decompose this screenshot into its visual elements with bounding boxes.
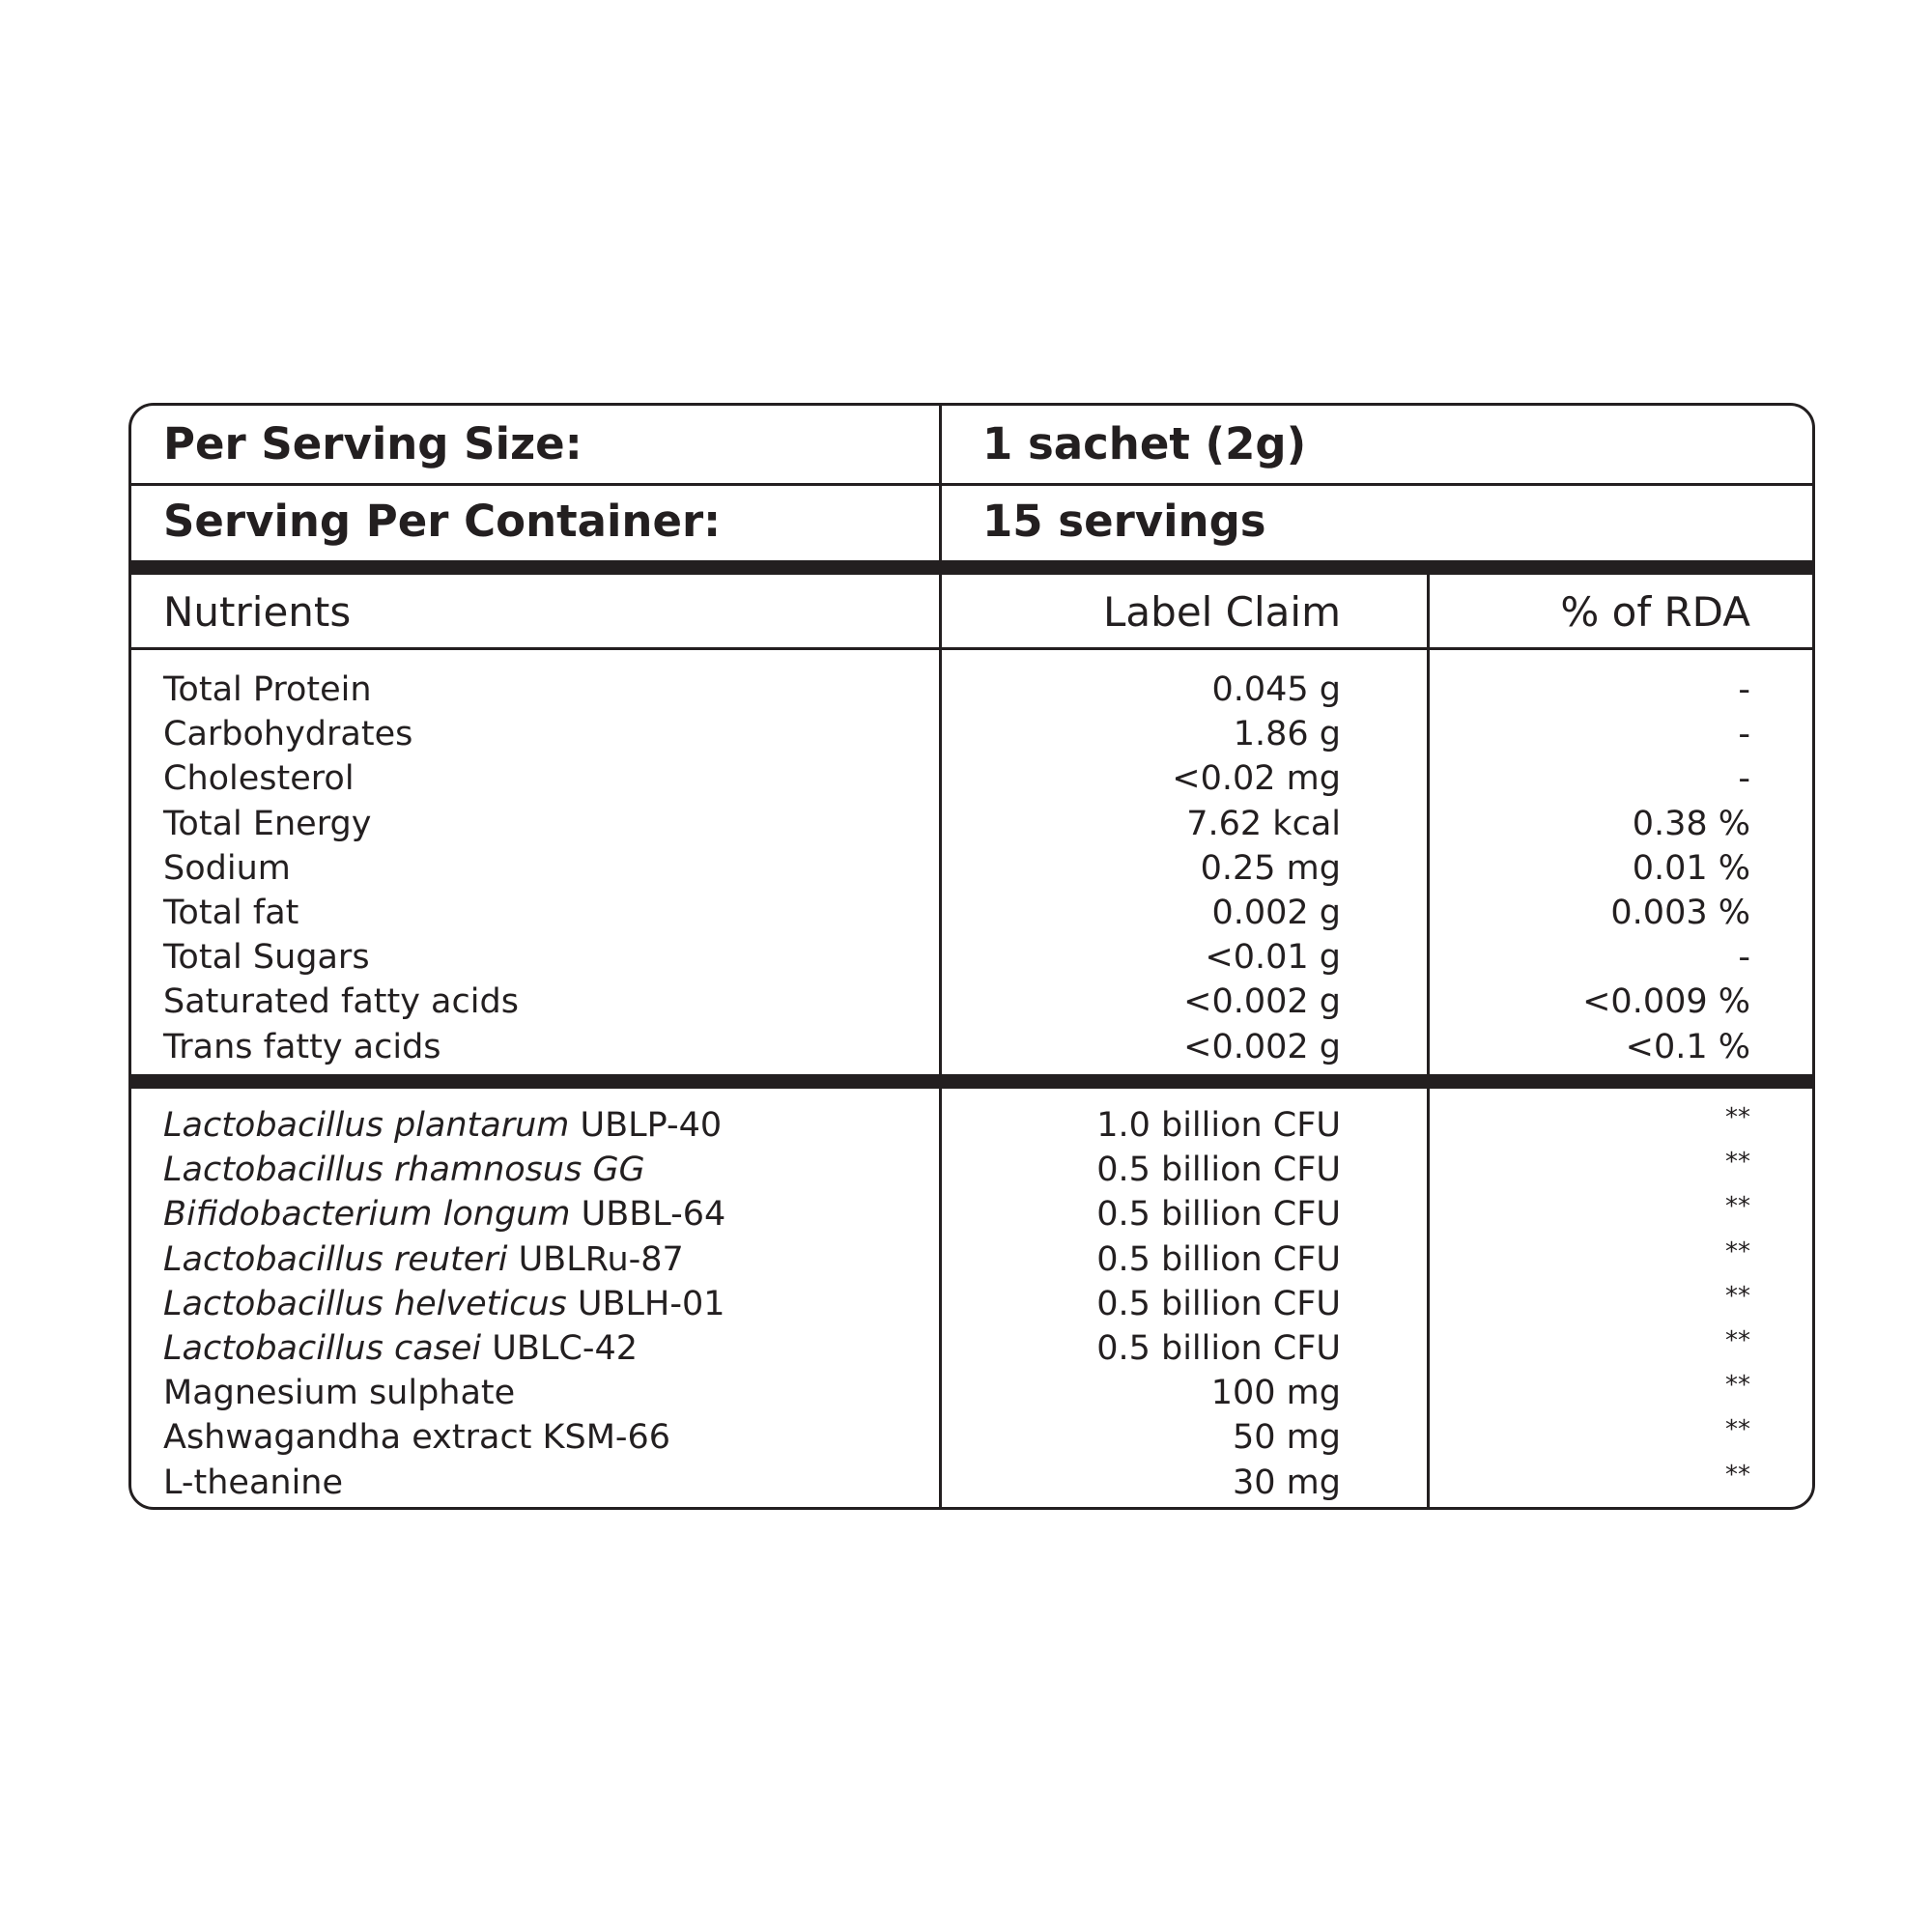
- ingredient-rda: **: [1725, 1326, 1750, 1355]
- ingredient-strain: Magnesium sulphate: [163, 1374, 516, 1412]
- column-header-rda: % of RDA: [1560, 588, 1750, 636]
- ingredient-strain: UBLRu-87: [507, 1240, 684, 1279]
- ingredient-species: Lactobacillus helveticus: [163, 1285, 567, 1323]
- nutrient-rda: -: [1738, 715, 1750, 753]
- nutrient-rda: 0.38 %: [1632, 805, 1750, 843]
- ingredient-strain: L-theanine: [163, 1463, 344, 1502]
- nutrient-label-claim: 7.62 kcal: [1186, 805, 1341, 843]
- ingredient-label-claim: 0.5 billion CFU: [1096, 1329, 1341, 1368]
- servings-per-container-label: Serving Per Container:: [163, 496, 722, 547]
- ingredient-label-claim: 100 mg: [1210, 1374, 1341, 1412]
- ingredient-name: [163, 1374, 516, 1412]
- divider: [131, 647, 1812, 650]
- ingredient-label-claim: 30 mg: [1233, 1463, 1341, 1502]
- nutrient-rda: <0.009 %: [1582, 982, 1750, 1021]
- column-header-nutrients: Nutrients: [163, 588, 352, 636]
- ingredient-label-claim: 0.5 billion CFU: [1096, 1240, 1341, 1279]
- column-divider: [939, 406, 942, 1507]
- ingredient-strain: UBLH-01: [566, 1285, 725, 1323]
- ingredient-strain: UBLC-42: [481, 1329, 638, 1368]
- ingredient-name: [163, 1329, 638, 1368]
- nutrient-rda: <0.1 %: [1625, 1028, 1750, 1066]
- serving-size-value: 1 sachet (2g): [982, 418, 1307, 469]
- supplement-facts-table: [128, 403, 1815, 1510]
- ingredient-label-claim: 0.5 billion CFU: [1096, 1151, 1341, 1189]
- nutrient-rda: 0.01 %: [1632, 849, 1750, 888]
- nutrient-name: Trans fatty acids: [163, 1028, 441, 1066]
- ingredient-label-claim: 0.5 billion CFU: [1096, 1285, 1341, 1323]
- ingredient-strain: UBLP-40: [569, 1106, 723, 1145]
- ingredient-name: [163, 1106, 723, 1145]
- thick-divider: [131, 560, 1812, 575]
- nutrient-rda: -: [1738, 670, 1750, 709]
- nutrient-label-claim: 1.86 g: [1233, 715, 1341, 753]
- ingredient-rda: **: [1725, 1282, 1750, 1311]
- ingredient-name: [163, 1153, 645, 1187]
- nutrient-rda: 0.003 %: [1610, 894, 1750, 932]
- ingredient-rda: **: [1725, 1371, 1750, 1400]
- nutrient-label-claim: <0.002 g: [1183, 982, 1341, 1021]
- column-header-label-claim: Label Claim: [1103, 588, 1341, 636]
- ingredient-label-claim: 50 mg: [1233, 1418, 1341, 1457]
- ingredient-species: Lactobacillus reuteri: [163, 1240, 508, 1279]
- ingredient-label-claim: 1.0 billion CFU: [1096, 1106, 1341, 1145]
- nutrient-name: Sodium: [163, 849, 291, 888]
- nutrient-label-claim: <0.002 g: [1183, 1028, 1341, 1066]
- ingredient-name: [163, 1418, 671, 1457]
- ingredient-label-claim: 0.5 billion CFU: [1096, 1195, 1341, 1234]
- servings-per-container-value: 15 servings: [982, 496, 1266, 547]
- ingredient-rda: **: [1725, 1415, 1750, 1444]
- ingredient-name: [163, 1285, 725, 1323]
- nutrient-label-claim: <0.02 mg: [1172, 759, 1341, 798]
- nutrient-name: Total fat: [163, 894, 299, 932]
- nutrient-label-claim: 0.25 mg: [1200, 849, 1341, 888]
- nutrient-name: Total Sugars: [163, 938, 370, 977]
- ingredient-rda: **: [1725, 1148, 1750, 1177]
- ingredient-rda: **: [1725, 1103, 1750, 1132]
- nutrient-rda: -: [1738, 938, 1750, 977]
- ingredient-rda: **: [1725, 1237, 1750, 1266]
- nutrient-name: Cholesterol: [163, 759, 355, 798]
- nutrient-label-claim: <0.01 g: [1205, 938, 1341, 977]
- ingredient-strain: UBBL-64: [570, 1195, 726, 1234]
- ingredient-name: [163, 1463, 344, 1502]
- column-divider: [1427, 560, 1430, 1507]
- ingredient-species: Lactobacillus rhamnosus GG: [163, 1151, 645, 1189]
- nutrient-label-claim: 0.045 g: [1211, 670, 1341, 709]
- divider: [131, 483, 1812, 486]
- ingredient-strain: Ashwagandha extract KSM-66: [163, 1418, 671, 1457]
- ingredient-species: Bifidobacterium longum: [163, 1195, 571, 1234]
- nutrient-name: Carbohydrates: [163, 715, 413, 753]
- ingredient-name: [163, 1195, 726, 1234]
- ingredient-rda: **: [1725, 1192, 1750, 1221]
- nutrient-name: Total Energy: [163, 805, 372, 843]
- thick-divider: [131, 1074, 1812, 1089]
- ingredient-species: Lactobacillus plantarum: [163, 1106, 570, 1145]
- nutrient-rda: -: [1738, 759, 1750, 798]
- ingredient-name: [163, 1240, 684, 1279]
- serving-size-label: Per Serving Size:: [163, 418, 582, 469]
- ingredient-rda: **: [1725, 1461, 1750, 1490]
- nutrient-name: Total Protein: [163, 670, 372, 709]
- nutrient-name: Saturated fatty acids: [163, 982, 519, 1021]
- ingredient-species: Lactobacillus casei: [163, 1329, 482, 1368]
- nutrient-label-claim: 0.002 g: [1211, 894, 1341, 932]
